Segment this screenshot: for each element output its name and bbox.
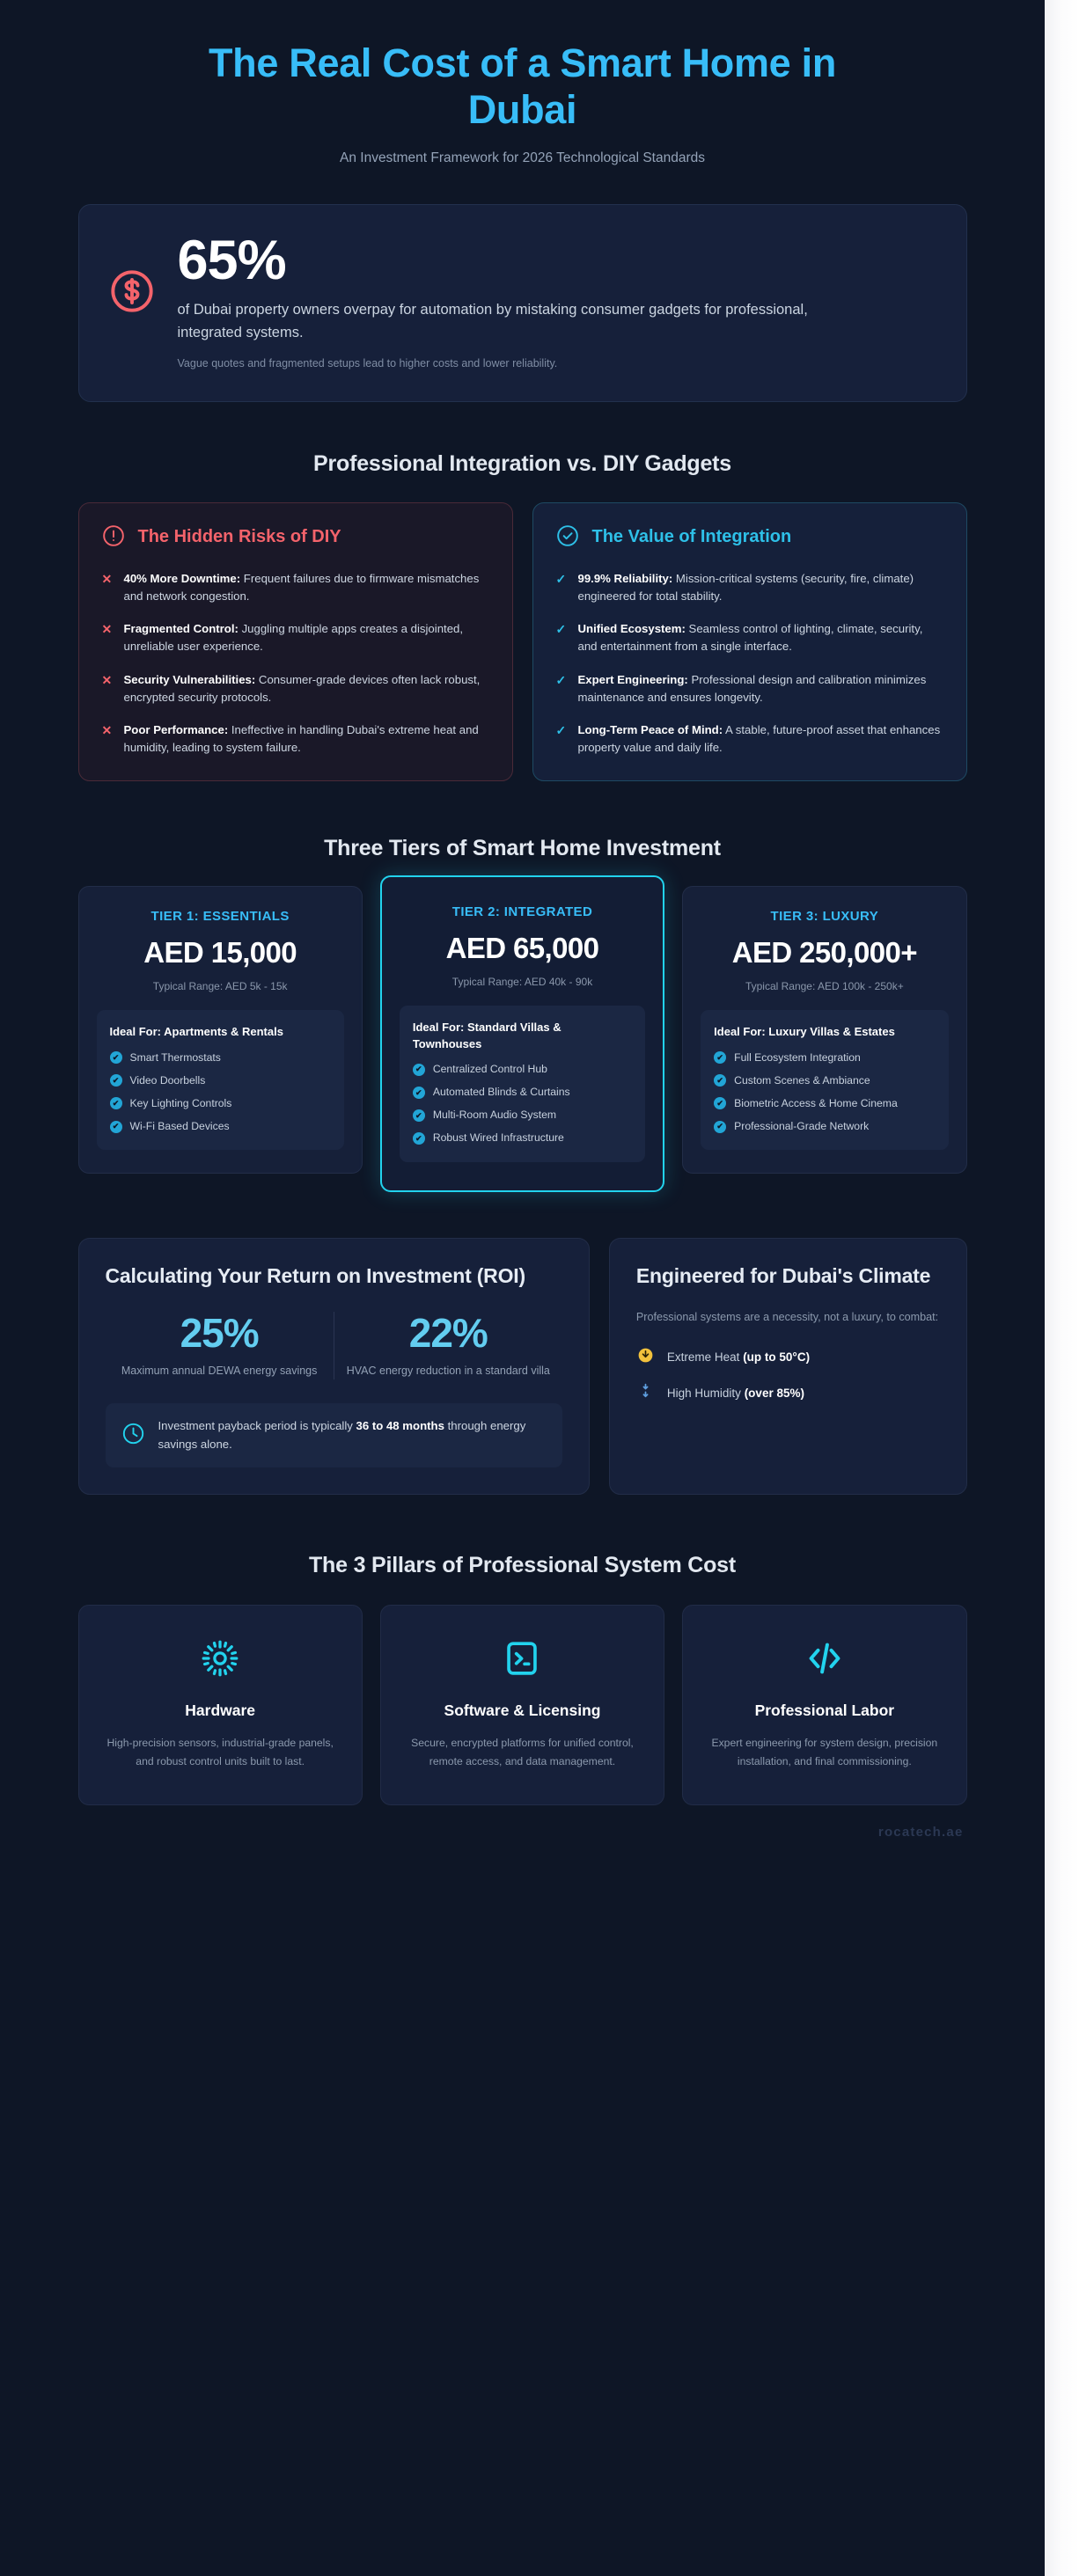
- list-item: ✔ Centralized Control Hub: [413, 1062, 632, 1077]
- list-item: ✔ Video Doorbells: [110, 1073, 331, 1088]
- diy-risks-list: [102, 570, 489, 757]
- roi-panel: [78, 1238, 590, 1495]
- integration-value-list: [556, 570, 943, 757]
- pillar-title: Software & Licensing: [444, 1701, 601, 1720]
- roi-stat-item: [334, 1312, 562, 1379]
- pillar-text: Secure, encrypted platforms for unified control, remote access, and data management.: [411, 1736, 634, 1767]
- list-item: ✓ Expert Engineering: Professional design and calibration minimizes maintenance and ensures longevity.: [556, 671, 943, 706]
- pillar-title: Hardware: [185, 1701, 256, 1720]
- check-icon: ✓: [555, 722, 567, 737]
- list-item: ✔ Custom Scenes & Ambiance: [714, 1073, 935, 1088]
- pillar-text: High-precision sensors, industrial-grade panels, and robust control units built to last.: [106, 1736, 334, 1767]
- roi-climate-grid: [78, 1238, 967, 1495]
- pillars-grid: [78, 1605, 967, 1805]
- list-item: ✔ Multi-Room Audio System: [413, 1108, 632, 1123]
- stat-note: Vague quotes and fragmented setups lead to higher costs and lower reliability.: [177, 356, 558, 370]
- code-brackets-icon: [704, 1636, 944, 1681]
- list-item: ✓ Long-Term Peace of Mind: A stable, future-proof asset that enhances property value and daily life.: [556, 721, 943, 757]
- list-item: ✔ Key Lighting Controls: [110, 1096, 331, 1111]
- tier-feature-list: [714, 1050, 935, 1134]
- tier-ideal-for: Ideal For: Apartments & Rentals: [109, 1025, 283, 1039]
- cross-icon: ✕: [101, 572, 113, 587]
- list-item: ✓ Unified Ecosystem: Seamless control of lighting, climate, security, and entertainment from a single interface.: [556, 620, 943, 655]
- integration-value-title: The Value of Integration: [591, 527, 792, 547]
- page-subtitle: An Investment Framework for 2026 Technological Standards: [340, 150, 705, 166]
- comparison-grid: [78, 502, 967, 781]
- roi-stats: [106, 1312, 562, 1379]
- section-title-pillars: The 3 Pillars of Professional System Cost: [308, 1553, 736, 1578]
- tier-price: AED 250,000+: [731, 936, 917, 970]
- check-badge-icon: ✔: [714, 1121, 726, 1133]
- section-title-comparison: Professional Integration vs. DIY Gadgets: [313, 451, 731, 477]
- tier-range: Typical Range: AED 5k - 15k: [152, 980, 288, 993]
- alert-circle-icon: [102, 524, 125, 552]
- check-badge-icon: ✔: [413, 1064, 425, 1076]
- list-item: ✕ 40% More Downtime: Frequent failures due to firmware mismatches and network congestion.: [102, 570, 489, 605]
- list-item: ✔ Robust Wired Infrastructure: [413, 1131, 632, 1145]
- sun-heat-icon: [636, 1346, 655, 1367]
- pillar-card-hardware: [78, 1605, 363, 1805]
- tier-ideal-for: Ideal For: Standard Villas & Townhouses: [412, 1021, 562, 1050]
- check-badge-icon: ✔: [110, 1074, 122, 1087]
- roi-stat-value: 22%: [408, 1310, 488, 1357]
- list-item: ✔ Wi-Fi Based Devices: [110, 1119, 331, 1134]
- list-item: ✔ Biometric Access & Home Cinema: [714, 1096, 935, 1111]
- pillar-card-labor: [682, 1605, 966, 1805]
- list-item: Extreme Heat (up to 50°C): [636, 1346, 940, 1367]
- roi-title: Calculating Your Return on Investment (ROI): [105, 1263, 525, 1287]
- tier-card-3[interactable]: [682, 886, 966, 1174]
- climate-list: [636, 1346, 940, 1403]
- clock-icon: [121, 1422, 145, 1450]
- stat-number: 65%: [177, 230, 286, 292]
- cross-icon: ✕: [101, 672, 113, 687]
- dollar-circle-icon: [109, 268, 155, 318]
- tier-name: TIER 1: ESSENTIALS: [150, 908, 290, 924]
- list-item: ✕ Fragmented Control: Juggling multiple apps creates a disjointed, unreliable user experience.: [102, 620, 489, 655]
- roi-stat-item: [106, 1312, 334, 1379]
- page-title: The Real Cost of a Smart Home in Dubai: [208, 40, 837, 132]
- check-icon: ✓: [555, 622, 567, 637]
- list-item: ✕ Poor Performance: Ineffective in handling Dubai's extreme heat and humidity, leading to system failure.: [102, 721, 489, 757]
- section-title-tiers: Three Tiers of Smart Home Investment: [324, 835, 721, 860]
- roi-stat-value: 25%: [180, 1310, 259, 1357]
- tier-name: TIER 2: INTEGRATED: [451, 904, 593, 919]
- page-scrollbar[interactable]: [1045, 0, 1079, 2576]
- cross-icon: ✕: [101, 722, 113, 737]
- roi-stat-label: HVAC energy reduction in a standard villa: [346, 1364, 550, 1377]
- check-badge-icon: ✔: [413, 1132, 425, 1145]
- cpu-chip-icon: [100, 1636, 341, 1681]
- tiers-grid: [78, 886, 967, 1192]
- check-badge-icon: ✔: [714, 1051, 726, 1064]
- tier-feature-list: [110, 1050, 331, 1134]
- check-badge-icon: ✔: [413, 1109, 425, 1122]
- list-item: High Humidity (over 85%): [636, 1382, 940, 1403]
- check-icon: ✓: [555, 572, 567, 587]
- pillar-card-software: [380, 1605, 664, 1805]
- climate-title: Engineered for Dubai's Climate: [635, 1263, 931, 1287]
- tier-ideal-for: Ideal For: Luxury Villas & Estates: [714, 1025, 895, 1039]
- payback-note: Investment payback period is typically 36 to 48 months through energy savings alone.: [106, 1403, 562, 1467]
- hero-header: [47, 0, 999, 166]
- check-badge-icon: ✔: [714, 1097, 726, 1109]
- list-item: ✓ 99.9% Reliability: Mission-critical systems (security, fire, climate) engineered for total stability.: [556, 570, 943, 605]
- tier-price: AED 15,000: [143, 936, 297, 970]
- check-badge-icon: ✔: [714, 1074, 726, 1087]
- tier-range: Typical Range: AED 100k - 250k+: [745, 980, 904, 993]
- roi-stat-label: Maximum annual DEWA energy savings: [121, 1364, 318, 1377]
- diy-risks-title: The Hidden Risks of DIY: [137, 527, 341, 547]
- diy-risks-card: [78, 502, 513, 781]
- check-badge-icon: ✔: [413, 1087, 425, 1099]
- tier-feature-list: [413, 1062, 632, 1145]
- terminal-icon: [402, 1636, 642, 1681]
- check-badge-icon: ✔: [110, 1051, 122, 1064]
- tier-name: TIER 3: LUXURY: [770, 908, 879, 924]
- climate-panel: [609, 1238, 967, 1495]
- humidity-droplets-icon: [636, 1382, 655, 1403]
- tier-card-1[interactable]: [78, 886, 363, 1174]
- check-badge-icon: ✔: [110, 1097, 122, 1109]
- tier-card-2[interactable]: [380, 875, 664, 1192]
- tier-range: Typical Range: AED 40k - 90k: [451, 976, 593, 989]
- check-circle-icon: [556, 524, 579, 552]
- list-item: ✕ Security Vulnerabilities: Consumer-grade devices often lack robust, encrypted security protocols.: [102, 671, 489, 706]
- list-item: ✔ Automated Blinds & Curtains: [413, 1085, 632, 1100]
- check-badge-icon: ✔: [110, 1121, 122, 1133]
- watermark: rocatech.ae: [877, 1824, 964, 1840]
- climate-intro: Professional systems are a necessity, not a luxury, to combat:: [635, 1311, 939, 1324]
- list-item: ✔ Professional-Grade Network: [714, 1119, 935, 1134]
- cross-icon: ✕: [101, 622, 113, 637]
- list-item: ✔ Full Ecosystem Integration: [714, 1050, 935, 1065]
- stat-description: of Dubai property owners overpay for automation by mistaking consumer gadgets for professional, integrated systems.: [177, 302, 808, 340]
- list-item: ✔ Smart Thermostats: [110, 1050, 331, 1065]
- headline-stat-card: [78, 204, 967, 402]
- check-icon: ✓: [555, 672, 567, 687]
- pillar-text: Expert engineering for system design, precision installation, and final commissioning.: [711, 1736, 938, 1767]
- tier-price: AED 65,000: [445, 932, 599, 965]
- pillar-title: Professional Labor: [754, 1701, 895, 1720]
- integration-value-card: [532, 502, 967, 781]
